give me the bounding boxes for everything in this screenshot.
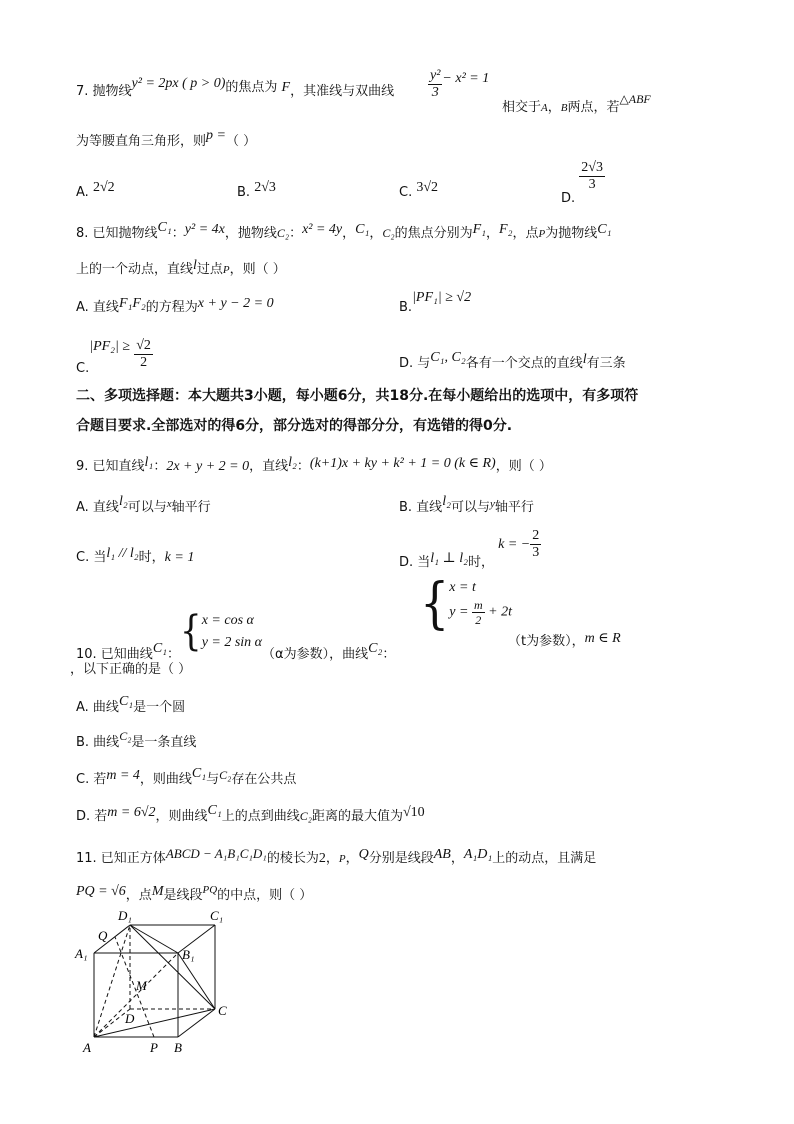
label-D: D xyxy=(125,1011,135,1026)
q10-opt-b-C2: C₂ xyxy=(119,729,132,743)
q8-comma-1: ， xyxy=(342,226,356,241)
q10-colon-1: ： xyxy=(167,646,181,662)
q9-eq1: 2x + y + 2 = 0 xyxy=(166,459,250,474)
q9-colon-1: ： xyxy=(153,459,167,474)
q8-opt-a xyxy=(76,296,274,316)
q8-eq1: y² = 4x xyxy=(184,222,225,237)
q8-colon-2: ： xyxy=(289,226,303,241)
q10-opt-c-m: m = 4 xyxy=(106,768,140,783)
q10-opt-c-label: C. 若 xyxy=(76,772,107,787)
q8-stem-h: ，则（ ） xyxy=(229,262,286,277)
q9-opt-d-rel: l₁ ⊥ l₂ xyxy=(430,551,468,566)
q11-M: M xyxy=(151,884,164,899)
q9-l1: l₁ xyxy=(144,455,154,470)
q9-opt-b-mid: 可以与 xyxy=(450,500,490,515)
q7-stem-b: 的焦点为 xyxy=(225,80,278,95)
q10-C1: C₁ xyxy=(152,640,168,656)
q7-opt-b xyxy=(237,180,276,201)
q10-param2-line xyxy=(508,630,621,650)
q8-opt-a-mid: 的方程为 xyxy=(145,300,198,315)
q7-opt-a-value: 2√2 xyxy=(92,180,115,195)
label-B: B xyxy=(174,1040,182,1055)
q11-AB: AB xyxy=(433,847,451,862)
q8-stem-b: ，抛物线 xyxy=(224,226,277,241)
q7-stem-a: 7. 抛物线 xyxy=(76,84,132,99)
q7-line1-tail xyxy=(502,92,651,115)
q10-opt-b-end: 是一条直线 xyxy=(131,735,197,750)
q10-brace-1: { xyxy=(180,608,202,656)
q8-F2: F₂ xyxy=(499,222,513,237)
q8-opt-d-end: 有三条 xyxy=(586,356,626,371)
q10-opt-c xyxy=(76,768,296,788)
q11-stem-e: 上的动点，且满足 xyxy=(492,851,597,866)
q8-opt-c-den: 2 xyxy=(140,355,148,370)
q11-cube: ABCD − A₁B₁C₁D₁ xyxy=(165,846,267,861)
q9-opt-c xyxy=(76,546,194,566)
edge-A-B1 xyxy=(94,953,178,1037)
q7-hyper-num: y² xyxy=(430,68,441,83)
label-A1: A₁ xyxy=(75,946,88,961)
q7-A: A xyxy=(541,102,548,114)
cube-figure xyxy=(70,905,245,1060)
q8-eq2: x² = 4y xyxy=(302,222,343,237)
q10-sys2-b-pre: y = xyxy=(449,604,469,620)
q10-opt-d-C1: C₁ xyxy=(207,803,222,818)
q8-opt-c-num: √2 xyxy=(136,338,151,353)
q8-opt-a-eq: x + y − 2 = 0 xyxy=(197,296,274,311)
q9-opt-b xyxy=(399,496,534,516)
q9-opt-d-lhs: k = − xyxy=(498,537,531,552)
q7-stem-e: 两点，若 xyxy=(567,100,620,115)
q7-opt-d-num: 2√3 xyxy=(581,160,603,175)
q9-opt-c-val: k = 1 xyxy=(164,550,195,565)
q9-opt-d-num: 2 xyxy=(532,528,540,543)
q10-param1: （α为参数），曲线 xyxy=(262,646,369,662)
edge-P-Q xyxy=(115,937,154,1037)
q8-opt-b-value: |PF₁| ≥ √2 xyxy=(412,290,472,305)
q10-opt-c-C1: C₁ xyxy=(191,766,207,781)
q10-stem-a: 10. 已知曲线 xyxy=(76,646,153,662)
q10-opt-a-label: A. 曲线 xyxy=(76,700,119,715)
q11-stem-b: 的棱长为 xyxy=(266,851,319,866)
q10-opt-b xyxy=(76,731,196,750)
q7-opt-a-label: A. xyxy=(76,185,89,200)
q10-opt-c-end: 存在公共点 xyxy=(231,772,297,787)
q8-stem-e: 为抛物线 xyxy=(545,226,598,241)
q8-opt-c-lhs: |PF₂| ≥ xyxy=(89,339,131,354)
q8-line2 xyxy=(76,258,286,278)
label-M: M xyxy=(136,978,147,993)
q7-opt-a xyxy=(76,180,115,201)
q8-colon-1: ： xyxy=(171,226,185,241)
q10-opt-d-C2: C₂ xyxy=(299,809,312,823)
q8-opt-a-label: A. 直线 xyxy=(76,300,119,315)
q8-F1: F₁ xyxy=(472,222,487,237)
q8-opt-d-mid: 各有一个交点的直线 xyxy=(465,356,583,371)
q10-system2 xyxy=(420,570,512,635)
q9-opt-a-l2: l₂ xyxy=(118,494,128,509)
q10-sys2-b-post: + 2t xyxy=(488,604,512,620)
q8-stem-g: 过点 xyxy=(196,262,223,277)
q11-Q: Q xyxy=(358,847,369,862)
q9-opt-c-rel: l₁ // l₂ xyxy=(106,546,139,561)
q8-P-b: P xyxy=(222,264,230,276)
label-A: A xyxy=(83,1040,91,1055)
q10-sys2-den: 2 xyxy=(475,613,482,627)
q8-l: l xyxy=(193,258,197,273)
edge-D1-C xyxy=(130,925,215,1009)
q11-line2 xyxy=(76,884,312,904)
q9-line1 xyxy=(76,455,552,475)
q11-line1 xyxy=(76,847,596,867)
q11-stem-f: ，点 xyxy=(125,888,152,903)
q8-C2-b: C₂ xyxy=(382,226,395,240)
q10-opt-d-m: m = 6√2 xyxy=(107,805,156,820)
q10-param2: （t为参数）， xyxy=(508,634,585,649)
q8-stem-a: 8. 已知抛物线 xyxy=(76,226,158,241)
q10-opt-d-mid2: 上的点到曲线 xyxy=(221,809,300,824)
q11-stem-a: 11. 已知正方体 xyxy=(76,851,166,866)
q8-stem-f: 上的一个动点，直线 xyxy=(76,262,194,277)
q10-opt-a-C1: C₁ xyxy=(118,694,134,709)
q9-opt-c-mid: 时， xyxy=(138,550,165,565)
q11-edge: 2 xyxy=(318,851,326,866)
q7-opt-c xyxy=(399,180,439,201)
q10-sys2-a: x = t xyxy=(449,580,476,595)
q10-opt-d-val: √10 xyxy=(402,805,425,820)
q7-hyper-rest: − x² = 1 xyxy=(442,71,490,86)
q8-C1-c: C₁ xyxy=(597,222,612,237)
q7-stem-d: 相交于 xyxy=(502,100,542,115)
label-P: P xyxy=(150,1040,158,1055)
q9-opt-b-axis: y xyxy=(489,498,495,510)
label-D1: D₁ xyxy=(118,908,132,923)
q11-stem-d: 分别是线段 xyxy=(368,851,434,866)
q7-stem-g: （ ） xyxy=(225,134,257,149)
q7-triangle: △ABF xyxy=(619,92,651,106)
q9-opt-d-mid: 时， xyxy=(467,555,494,570)
q7-opt-d-label: D. xyxy=(561,191,576,206)
q7-stem-f: 为等腰直角三角形，则 xyxy=(76,134,207,149)
q8-C1-b: C₁ xyxy=(355,222,370,237)
q9-opt-b-label: B. 直线 xyxy=(399,500,443,515)
q7-opt-c-value: 3√2 xyxy=(416,180,439,195)
q9-opt-a-mid: 可以与 xyxy=(127,500,167,515)
q10-opt-d-mid: ，则曲线 xyxy=(155,809,208,824)
q7-hyperbola xyxy=(428,68,489,101)
q9-opt-a-end: 轴平行 xyxy=(171,500,211,515)
q7-sep: ， xyxy=(547,100,561,115)
q10-opt-d-label: D. 若 xyxy=(76,809,108,824)
q10-opt-c-C2: C₂ xyxy=(219,768,232,782)
q7-hyper-den: 3 xyxy=(431,85,439,100)
q10-m-in: m ∈ R xyxy=(584,631,621,646)
q7-opt-b-value: 2√3 xyxy=(254,180,276,195)
q7-opt-d-den: 3 xyxy=(588,177,596,192)
q8-opt-b xyxy=(399,290,472,315)
q10-opt-d xyxy=(76,805,425,825)
q8-opt-d-label: D. 与 xyxy=(399,356,431,371)
q9-stem-c: ，则（ ） xyxy=(495,459,552,474)
q11-stem-c: ， xyxy=(325,851,339,866)
label-B1: B₁ xyxy=(182,947,195,962)
q10-brace-2: { xyxy=(420,570,450,635)
q9-stem-a: 9. 已知直线 xyxy=(76,459,145,474)
q11-stem-c-2: ， xyxy=(345,851,359,866)
q8-C2: C₂ xyxy=(276,226,290,240)
q7-F: F xyxy=(281,80,291,95)
q10-colon-2: ： xyxy=(382,646,396,662)
q8-C1: C₁ xyxy=(157,220,172,235)
q10-opt-d-mid3: 距离的最大值为 xyxy=(311,809,403,824)
q8-stem-d: ，点 xyxy=(512,226,539,241)
q7-line2 xyxy=(76,130,256,150)
q9-stem-b: ，直线 xyxy=(249,459,289,474)
q10-opt-c-mid: ，则曲线 xyxy=(139,772,192,787)
q11-P: P xyxy=(338,853,346,865)
section2-line1: 二、多项选择题：本大题共3小题，每小题6分，共18分.在每小题给出的选项中，有多项符 xyxy=(76,388,639,404)
q8-opt-c-label: C. xyxy=(76,361,90,376)
q8-stem-c: 的焦点分别为 xyxy=(394,226,473,241)
label-Q: Q xyxy=(98,928,108,943)
q10-opt-c-and: 与 xyxy=(206,772,220,787)
q10-opt-a xyxy=(76,696,185,716)
q11-PQ: PQ xyxy=(202,884,218,896)
q10-sys1-a: x = cos α xyxy=(201,613,254,628)
q8-opt-d-curves: C₁, C₂ xyxy=(430,350,466,365)
q9-eq2: (k+1)x + ky + k² + 1 = 0 (k ∈ R) xyxy=(309,456,496,471)
q7-opt-b-label: B. xyxy=(237,185,251,200)
q9-opt-a xyxy=(76,496,211,516)
q9-opt-b-l2: l₂ xyxy=(442,494,451,509)
q9-opt-a-axis: x xyxy=(166,498,172,510)
q9-opt-a-label: A. 直线 xyxy=(76,500,119,515)
q10-opt-a-end: 是一个圆 xyxy=(133,700,186,715)
q8-opt-d xyxy=(399,352,626,372)
q8-opt-c xyxy=(76,330,153,376)
q8-opt-d-l: l xyxy=(582,352,587,367)
q10-line1 xyxy=(76,598,396,662)
q8-comma-3: ， xyxy=(486,226,500,241)
q9-opt-d-den: 3 xyxy=(532,545,540,560)
q9-colon-2: ： xyxy=(296,459,310,474)
q11-stem-h: 的中点，则（ ） xyxy=(217,888,313,903)
q7-opt-d xyxy=(561,160,605,206)
q7-line1 xyxy=(76,76,395,100)
q9-l2: l₂ xyxy=(288,455,297,470)
q7-p-eq: p = xyxy=(206,128,226,143)
q8-P: P xyxy=(538,228,546,240)
label-C1: C₁ xyxy=(210,908,224,923)
q8-opt-b-label: B. xyxy=(399,300,413,315)
q10-C2: C₂ xyxy=(368,640,383,656)
q8-line1 xyxy=(76,222,611,242)
q7-opt-c-label: C. xyxy=(399,185,413,200)
q10-sys2-num: m xyxy=(473,598,483,612)
q7-parabola: y² = 2px ( p > 0) xyxy=(131,76,226,91)
label-C: C xyxy=(218,1003,227,1018)
q11-stem-c-3: ， xyxy=(450,851,464,866)
section2-line2: 合题目要求.全部选对的得6分，部分选对的得部分分，有选错的得0分. xyxy=(76,418,513,434)
q8-opt-a-line: F₁F₂ xyxy=(118,296,146,311)
q11-stem-g: 是线段 xyxy=(163,888,203,903)
q9-opt-d-label: D. 当 xyxy=(399,555,431,570)
q10-opt-b-label: B. 曲线 xyxy=(76,735,120,750)
q10-sys1-b: y = 2 sin α xyxy=(201,635,263,650)
q11-pq: PQ = √6 xyxy=(76,884,126,899)
q10-line2: ，以下正确的是（ ） xyxy=(70,662,192,677)
q11-A1D1: A₁D₁ xyxy=(463,847,493,862)
q9-opt-c-label: C. 当 xyxy=(76,550,107,565)
q8-comma-2: ， xyxy=(369,226,383,241)
q7-B: B xyxy=(560,102,568,114)
q9-opt-b-end: 轴平行 xyxy=(494,500,534,515)
q9-opt-d xyxy=(399,528,541,570)
q7-stem-c: ，其准线与双曲线 xyxy=(290,84,395,99)
